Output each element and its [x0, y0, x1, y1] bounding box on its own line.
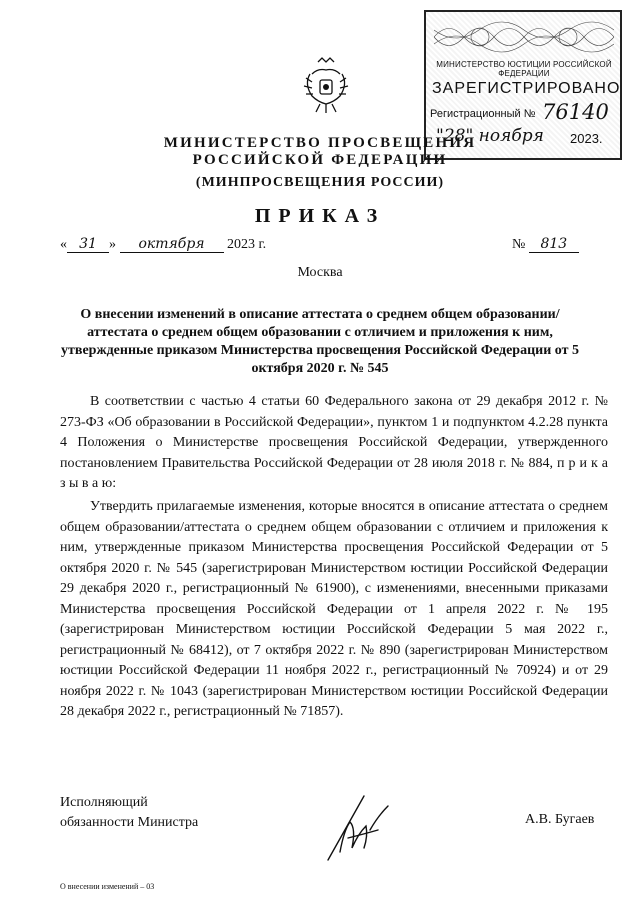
- order-title: О внесении изменений в описание аттестата о среднем общем образовании/аттестата о среднем общем образовании с отличием и приложения к ним, утвержденные приказом Министерства просвещения Российской Федерации от 5 октября 2020 г. № 545: [61, 307, 579, 376]
- ministry-short-name: (МИНПРОСВЕЩЕНИЯ РОССИИ): [195, 175, 445, 190]
- quote-open: «: [60, 237, 67, 252]
- order-number: [512, 236, 579, 253]
- document-footer-code: О внесении изменений – 03: [60, 882, 155, 891]
- stamp-reg-date: "28" ноября: [436, 126, 544, 146]
- signatory-name: А.В. Бугаев: [525, 812, 595, 827]
- stamp-guilloche-pattern: [434, 18, 614, 56]
- order-day: 31: [67, 236, 109, 253]
- ministry-name-line2: РОССИЙСКОЙ ФЕДЕРАЦИИ: [192, 152, 448, 168]
- stamp-ministry-name: МИНИСТЕРСТВО ЮСТИЦИИ РОССИЙСКОЙ ФЕДЕРАЦИИ: [436, 60, 612, 78]
- stamp-reg-label: Регистрационный №: [430, 108, 536, 120]
- stamp-reg-number: 76140: [542, 100, 609, 124]
- signatory-position-line2: обязанности Министра: [60, 815, 199, 830]
- ministry-name: [60, 135, 580, 169]
- preamble-paragraph: В соответствии с частью 4 статьи 60 Федерального закона от 29 декабря 2012 г. № 273-ФЗ «Об образовании в Российской Федерации», пунктом 1 и подпунктом 4.2.28 пункта 4 Положения о Министерстве просвещения Российской Федерации, утвержденного постановлением Правительства Российской Федерации от 28 июля 2018 г. № 884, п р и к а з ы в а ю:: [60, 394, 608, 491]
- decision-paragraph: Утвердить прилагаемые изменения, которые вносятся в описание аттестата о среднем общем образовании/аттестата о среднем общем образовании с отличием и приложения к ним, утвержденные приказом Министерства просвещения Российской Федерации от 5 октября 2020 г. № 545 (зарегистрирован Министерством юстиции Российской Федерации 29 декабря 2020 г., регистрационный № 61900), с изменениями, внесенными приказами Министерства просвещения Российской Федерации от 1 апреля 2022 г. № 195 (зарегистрирован Министерством юстиции Российской Федерации 5 мая 2022 г., регистрационный № 68412), от 7 октября 2022 г. № 890 (зарегистрирован Министерством юстиции Российской Федерации 11 ноября 2022 г., регистрационный № 70924) и от 29 ноября 2022 г. № 1043 (зарегистрирован Министерством юстиции Российской Федерации 28 декабря 2022 г., регистрационный № 71857).: [60, 499, 608, 719]
- ministry-name-line1: МИНИСТЕРСТВО ПРОСВЕЩЕНИЯ: [163, 135, 477, 151]
- city: Москва: [297, 265, 343, 280]
- order-month: октября: [120, 236, 224, 253]
- number-label: №: [512, 237, 526, 252]
- stamp-reg-year: 2023.: [570, 131, 603, 146]
- order-number-value: 813: [529, 236, 579, 253]
- handwritten-signature: [318, 790, 398, 870]
- signatory-position: [60, 793, 198, 833]
- stamp-status: ЗАРЕГИСТРИРОВАНО: [432, 80, 621, 97]
- signatory-position-line1: Исполняющий: [60, 795, 148, 810]
- order-year: 2023 г.: [227, 237, 267, 252]
- document-type: ПРИКАЗ: [254, 205, 386, 227]
- coat-of-arms-icon: [302, 56, 350, 116]
- quote-close: »: [109, 237, 116, 252]
- order-date: [60, 236, 266, 253]
